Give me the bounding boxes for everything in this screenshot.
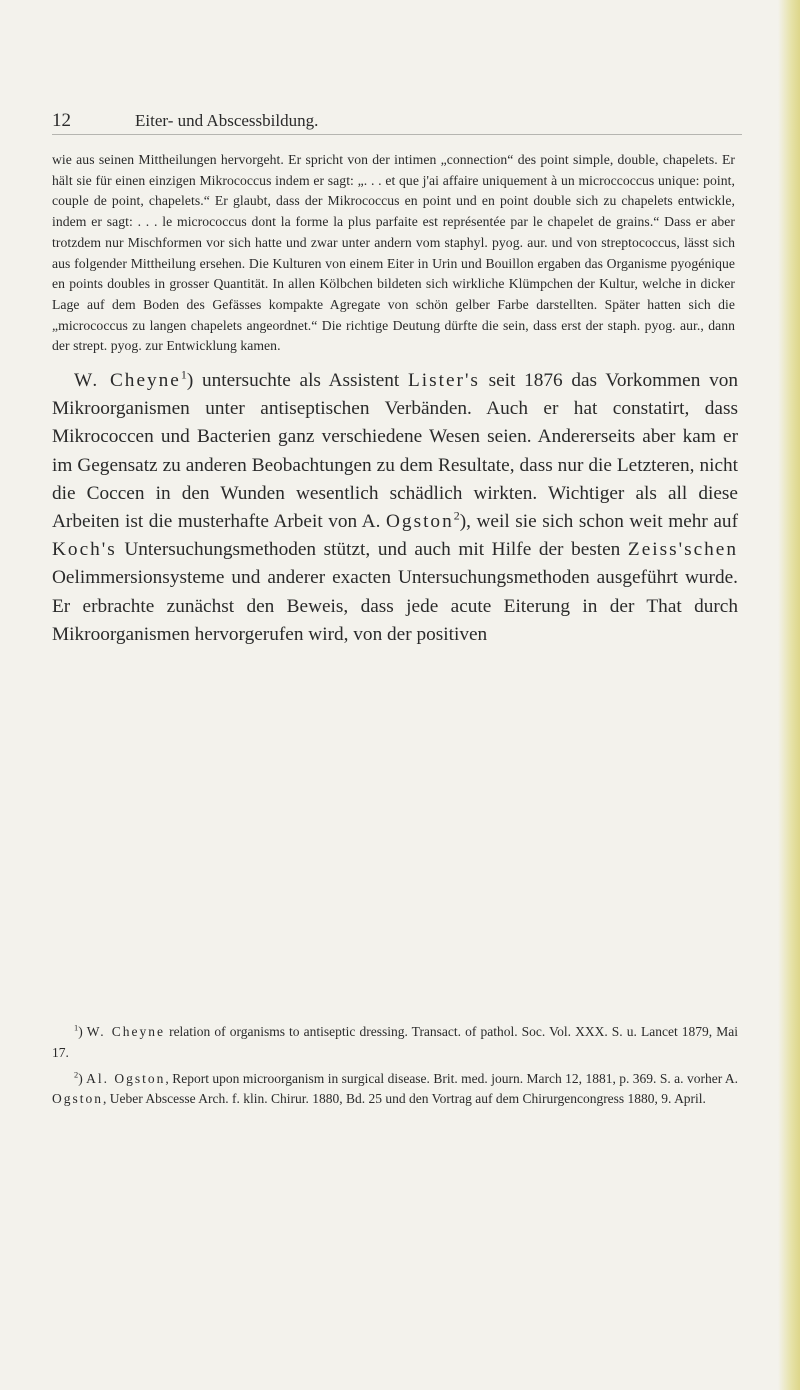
footnote-2-author: Al. Ogston	[86, 1070, 166, 1086]
author-ogston: Ogston	[386, 511, 454, 533]
running-title: Eiter- und Abscessbildung.	[135, 111, 319, 130]
footnote-2: $^2$) Al. Ogston, Report upon microorganism in surgical disease. Brit. med. journ. March 12, 1881, p. 369. S. a. vorher A. Ogston, Ueber Abscesse Arch. f. klin. Chirur. 1880, Bd. 25 und den Vortrag auf dem Chirurgencongress 1880, 9. April.	[52, 1070, 738, 1107]
footnote-1-mark: 1	[74, 1023, 79, 1033]
page-number: 12	[52, 110, 71, 131]
author-cheyne: W. Cheyne	[74, 370, 181, 391]
footnote-ref-1: 1	[180, 367, 187, 382]
author-koch: Koch's	[52, 539, 117, 561]
footnote-2-text-cont: , Ueber Abscesse Arch. f. klin. Chirur. 1880, Bd. 25 und den Vortrag auf dem Chirurgencongress 1880, 9. April.	[103, 1091, 706, 1107]
footnote-1: $^1$) W. Cheyne relation of organisms to antiseptic dressing. Transact. of pathol. Soc. Vol. XXX. S. u. Lancet 1879, Mai 17.	[52, 1023, 738, 1060]
footnote-1-author: W. Cheyne	[86, 1024, 165, 1039]
footnote-1-text: relation of organisms to antiseptic dressing. Transact. of pathol. Soc. Vol. XXX. S. u. Lancet 1879, Mai 17.	[52, 1024, 738, 1060]
footnote-2-text: , Report upon microorganism in surgical disease. Brit. med. journ. March 12, 1881, p. 369. S. a. vorher A.	[165, 1070, 738, 1086]
text-segment: seit 1876 das Vorkommen von Mikroorganismen unter antiseptischen Verbänden. Auch er hat constatirt, dass Mikrococcen und Bacterien ganz verschiedene Wesen seien. Andererseits aber kam er im Gegensatz zu anderen Beobachtungen zu dem Resultate, dass nur die Letzteren, nicht die Coccen in den Wunden wesentlich schädlich wirkten. Wichtiger als all diese Arbeiten ist die musterhafte Arbeit von A.	[52, 370, 738, 533]
footnote-2-author-ref: Ogston	[52, 1091, 104, 1107]
text-segment: ), weil sie sich schon weit mehr auf	[459, 511, 738, 533]
page-edge-shading	[778, 0, 800, 1390]
text-segment: Untersuchungsmethoden stützt, und auch mit Hilfe der besten	[116, 539, 628, 561]
name-zeiss: Zeiss'schen	[627, 539, 738, 561]
main-paragraph-text	[52, 367, 738, 649]
text-segment: ) untersuchte als Assistent	[186, 370, 408, 391]
footnote-ref-2: 2	[453, 508, 460, 523]
footnote-2-mark: 2	[74, 1070, 79, 1080]
footnotes	[52, 1022, 738, 1115]
quoted-paragraph-text: wie aus seinen Mittheilungen hervorgeht. Er spricht von der intimen „connection“ des point simple, double, chapelets. Er hält sie für einen einzigen Mikrococcus indem er sagt: „. . . et que j'ai affaire uniquement à un microccoccus unique: point, couple de point, chapelets.“ Er glaubt, dass der Mikrococcus en point und en point double sich zu chapelets entwickle, indem er sagt: . . . le micrococcus dont la forme la plus parfaite est représentée par le chapelet de grains.“ Dass er aber trotzdem nur Mischformen vor sich hatte und zwar unter andern vom staphyl. pyog. aur. und von streptococcus, lässt sich aus folgender Mittheilung ersehen. Die Kulturen von einem Eiter in Urin und Bouillon ergaben das Organisme pyogénique en points doubles in grosser Quantität. In allen Kölbchen bildeten sich wirkliche Klümpchen der Kultur, welche in dicker Lage auf dem Boden des Gefässes kompakte Agregate von schön gelber Farbe darstellten. Später hatten sich die „micrococcus zu langen chapelets angeordnet.“ Die richtige Deutung dürfte die sein, dass erst der staph. pyog. aur., dann der strept. pyog. zur Entwicklung kamen.	[52, 152, 735, 354]
quoted-paragraph	[52, 150, 735, 357]
running-header	[52, 108, 742, 135]
main-paragraph	[52, 367, 738, 649]
author-lister: Lister's	[407, 370, 480, 391]
text-segment: Oelimmersionsysteme und anderer exacten Untersuchungsmethoden ausgeführt wurde. Er erbrachte zunächst den Beweis, dass jede acute Eiterung in der That durch Mikroorganismen hervorgerufen wird, von der positiven	[52, 567, 738, 645]
